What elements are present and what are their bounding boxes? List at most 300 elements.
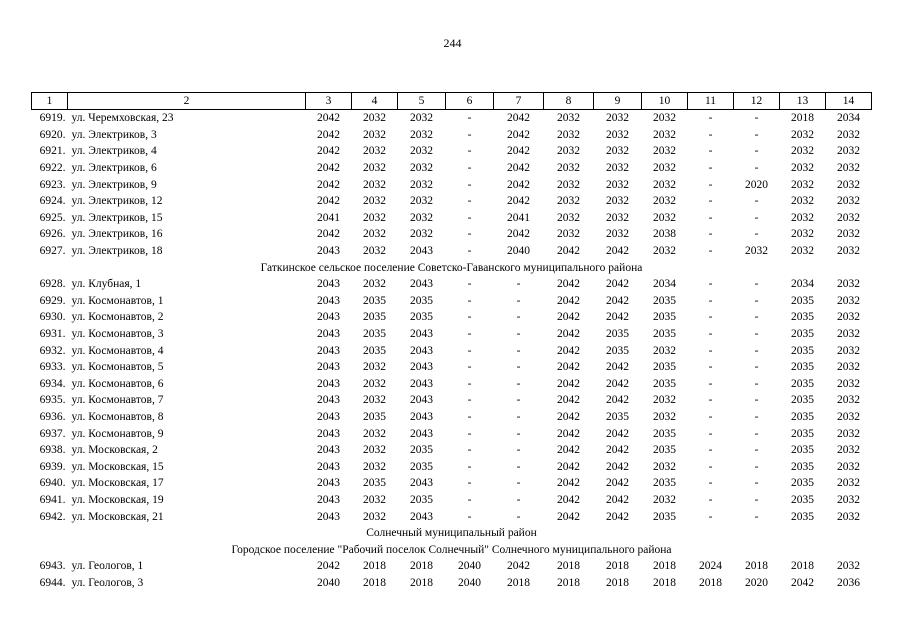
table-row <box>32 342 872 359</box>
year-cell: 2035 <box>653 328 676 341</box>
year-cell: - <box>754 211 759 224</box>
column-header: 13 <box>780 93 826 110</box>
year-cell: 2032 <box>837 510 860 523</box>
year-cell: - <box>516 510 521 523</box>
year-cell: 2043 <box>317 328 340 341</box>
year-cell: - <box>708 128 713 141</box>
year-cell: 2042 <box>606 361 629 374</box>
year-cell: 2034 <box>791 278 814 291</box>
year-cell: 2035 <box>606 344 629 357</box>
year-cell: 2032 <box>791 162 814 175</box>
table-row <box>32 143 872 160</box>
year-cell: 2032 <box>837 377 860 390</box>
year-cell: 2042 <box>317 178 340 191</box>
year-cell: 2035 <box>653 377 676 390</box>
year-cell: 2032 <box>363 394 386 407</box>
year-cell: 2032 <box>837 228 860 241</box>
year-cell: - <box>708 344 713 357</box>
year-cell: 2035 <box>791 394 814 407</box>
column-header: 12 <box>734 93 780 110</box>
table-row <box>32 492 872 509</box>
year-cell: - <box>708 211 713 224</box>
year-cell: 2042 <box>606 493 629 506</box>
year-cell: 2035 <box>606 410 629 423</box>
year-cell: 2042 <box>507 228 530 241</box>
year-cell: 2042 <box>606 444 629 457</box>
year-cell: 2018 <box>606 560 629 573</box>
address-cell: ул. Московская, 19 <box>71 493 164 506</box>
year-cell: 2018 <box>557 560 580 573</box>
year-cell: - <box>516 410 521 423</box>
year-cell: 2042 <box>606 427 629 440</box>
year-cell: 2043 <box>317 477 340 490</box>
year-cell: 2032 <box>410 228 433 241</box>
table-row <box>32 575 872 592</box>
header-row <box>32 93 872 110</box>
year-cell: 2032 <box>363 460 386 473</box>
year-cell: - <box>754 477 759 490</box>
year-cell: 2040 <box>458 560 481 573</box>
year-cell: 2042 <box>507 128 530 141</box>
year-cell: 2043 <box>317 427 340 440</box>
table-row <box>32 508 872 525</box>
table-row <box>32 376 872 393</box>
year-cell: 2032 <box>837 444 860 457</box>
year-cell: 2032 <box>653 211 676 224</box>
year-cell: 2032 <box>791 245 814 258</box>
year-cell: 2035 <box>606 328 629 341</box>
year-cell: 2032 <box>745 245 768 258</box>
year-cell: - <box>467 112 472 125</box>
address-cell: ул. Космонавтов, 3 <box>71 328 164 341</box>
address-cell: ул. Космонавтов, 2 <box>71 311 164 324</box>
year-cell: 2020 <box>745 576 768 589</box>
year-cell: 2032 <box>363 493 386 506</box>
year-cell: 2018 <box>653 560 676 573</box>
table-row <box>32 226 872 243</box>
year-cell: - <box>754 128 759 141</box>
table-row <box>32 276 872 293</box>
year-cell: 2041 <box>507 211 530 224</box>
year-cell: - <box>467 294 472 307</box>
year-cell: - <box>754 311 759 324</box>
year-cell: 2043 <box>410 477 433 490</box>
year-cell: - <box>467 211 472 224</box>
year-cell: 2043 <box>317 510 340 523</box>
year-cell: 2032 <box>363 162 386 175</box>
year-cell: - <box>708 394 713 407</box>
year-cell: 2043 <box>410 427 433 440</box>
year-cell: 2042 <box>317 112 340 125</box>
year-cell: 2018 <box>745 560 768 573</box>
year-cell: 2032 <box>653 128 676 141</box>
year-cell: 2018 <box>791 112 814 125</box>
year-cell: 2032 <box>363 145 386 158</box>
year-cell: 2032 <box>653 344 676 357</box>
address-cell: ул. Черемховская, 23 <box>71 112 174 125</box>
row-number: 6929. <box>39 294 66 307</box>
year-cell: - <box>467 460 472 473</box>
year-cell: - <box>708 460 713 473</box>
year-cell: 2042 <box>557 294 580 307</box>
row-number: 6927. <box>39 245 66 258</box>
year-cell: - <box>754 377 759 390</box>
year-cell: 2035 <box>791 410 814 423</box>
year-cell: 2034 <box>837 112 860 125</box>
year-cell: 2032 <box>837 145 860 158</box>
year-cell: 2032 <box>410 128 433 141</box>
year-cell: 2042 <box>317 560 340 573</box>
year-cell: 2035 <box>791 377 814 390</box>
year-cell: 2043 <box>317 361 340 374</box>
year-cell: - <box>754 328 759 341</box>
row-number: 6943. <box>39 560 66 573</box>
year-cell: 2042 <box>507 162 530 175</box>
year-cell: 2032 <box>410 178 433 191</box>
year-cell: 2032 <box>653 493 676 506</box>
year-cell: 2032 <box>837 560 860 573</box>
year-cell: 2035 <box>410 294 433 307</box>
table-row <box>32 409 872 426</box>
year-cell: 2042 <box>507 112 530 125</box>
year-cell: 2032 <box>557 162 580 175</box>
year-cell: - <box>708 162 713 175</box>
year-cell: 2035 <box>653 510 676 523</box>
year-cell: 2042 <box>557 427 580 440</box>
year-cell: 2042 <box>317 162 340 175</box>
year-cell: 2042 <box>606 377 629 390</box>
table-row <box>32 442 872 459</box>
year-cell: - <box>754 228 759 241</box>
year-cell: 2042 <box>606 510 629 523</box>
year-cell: 2040 <box>317 576 340 589</box>
year-cell: 2035 <box>791 477 814 490</box>
year-cell: 2032 <box>557 178 580 191</box>
year-cell: - <box>516 394 521 407</box>
year-cell: 2042 <box>557 245 580 258</box>
column-header: 5 <box>398 93 446 110</box>
year-cell: 2035 <box>410 493 433 506</box>
year-cell: - <box>708 112 713 125</box>
row-number: 6944. <box>39 576 66 589</box>
year-cell: 2043 <box>317 444 340 457</box>
year-cell: 2043 <box>410 394 433 407</box>
year-cell: 2042 <box>557 444 580 457</box>
year-cell: - <box>708 377 713 390</box>
year-cell: 2043 <box>317 294 340 307</box>
year-cell: 2018 <box>507 576 530 589</box>
year-cell: 2043 <box>317 377 340 390</box>
year-cell: 2032 <box>363 278 386 291</box>
year-cell: - <box>708 410 713 423</box>
year-cell: - <box>754 460 759 473</box>
year-cell: 2032 <box>410 195 433 208</box>
address-cell: ул. Космонавтов, 9 <box>71 427 164 440</box>
year-cell: 2043 <box>317 460 340 473</box>
year-cell: - <box>754 278 759 291</box>
year-cell: 2032 <box>837 493 860 506</box>
year-cell: 2032 <box>837 328 860 341</box>
table-row <box>32 475 872 492</box>
year-cell: 2032 <box>363 444 386 457</box>
year-cell: - <box>516 377 521 390</box>
year-cell: 2040 <box>507 245 530 258</box>
year-cell: 2032 <box>791 228 814 241</box>
year-cell: - <box>516 361 521 374</box>
year-cell: 2042 <box>557 394 580 407</box>
year-cell: 2032 <box>557 145 580 158</box>
row-number: 6926. <box>39 228 66 241</box>
year-cell: 2020 <box>745 178 768 191</box>
year-cell: 2035 <box>363 311 386 324</box>
year-cell: 2018 <box>410 560 433 573</box>
section-heading: Городское поселение "Рабочий поселок Солнечный" Солнечного муниципального района <box>231 543 672 556</box>
row-number: 6934. <box>39 377 66 390</box>
data-table <box>31 92 872 591</box>
row-number: 6936. <box>39 410 66 423</box>
year-cell: 2043 <box>317 394 340 407</box>
year-cell: 2035 <box>410 444 433 457</box>
year-cell: - <box>516 344 521 357</box>
year-cell: 2018 <box>363 576 386 589</box>
year-cell: - <box>708 328 713 341</box>
table-row <box>32 359 872 376</box>
year-cell: 2043 <box>410 328 433 341</box>
year-cell: - <box>754 112 759 125</box>
year-cell: 2043 <box>317 410 340 423</box>
year-cell: 2035 <box>791 328 814 341</box>
year-cell: 2042 <box>557 278 580 291</box>
year-cell: 2032 <box>606 112 629 125</box>
year-cell: 2032 <box>606 162 629 175</box>
row-number: 6933. <box>39 361 66 374</box>
year-cell: 2035 <box>791 510 814 523</box>
year-cell: 2032 <box>837 128 860 141</box>
year-cell: - <box>467 394 472 407</box>
year-cell: - <box>467 128 472 141</box>
year-cell: 2024 <box>699 560 722 573</box>
year-cell: 2042 <box>507 560 530 573</box>
row-number: 6942. <box>39 510 66 523</box>
year-cell: 2032 <box>653 162 676 175</box>
year-cell: - <box>467 162 472 175</box>
year-cell: 2035 <box>791 311 814 324</box>
row-number: 6938. <box>39 444 66 457</box>
year-cell: 2043 <box>317 311 340 324</box>
year-cell: 2032 <box>363 211 386 224</box>
year-cell: 2032 <box>653 178 676 191</box>
year-cell: 2035 <box>363 344 386 357</box>
year-cell: - <box>467 444 472 457</box>
year-cell: 2032 <box>606 128 629 141</box>
year-cell: - <box>516 278 521 291</box>
year-cell: - <box>516 311 521 324</box>
year-cell: 2043 <box>410 344 433 357</box>
address-cell: ул. Московская, 2 <box>71 444 158 457</box>
year-cell: - <box>708 245 713 258</box>
column-header: 3 <box>306 93 352 110</box>
year-cell: 2032 <box>363 128 386 141</box>
year-cell: 2043 <box>317 344 340 357</box>
section-heading-row <box>32 541 872 558</box>
address-cell: ул. Московская, 21 <box>71 510 164 523</box>
year-cell: 2032 <box>606 195 629 208</box>
year-cell: 2043 <box>410 361 433 374</box>
year-cell: 2032 <box>791 145 814 158</box>
year-cell: 2035 <box>363 328 386 341</box>
year-cell: 2018 <box>699 576 722 589</box>
year-cell: - <box>467 510 472 523</box>
year-cell: 2032 <box>363 427 386 440</box>
year-cell: - <box>754 394 759 407</box>
year-cell: 2032 <box>837 410 860 423</box>
year-cell: 2018 <box>606 576 629 589</box>
year-cell: - <box>467 427 472 440</box>
year-cell: 2038 <box>653 228 676 241</box>
address-cell: ул. Электриков, 3 <box>71 128 157 141</box>
section-heading-row <box>32 525 872 542</box>
year-cell: - <box>467 361 472 374</box>
year-cell: 2035 <box>653 311 676 324</box>
year-cell: 2035 <box>791 344 814 357</box>
year-cell: - <box>516 294 521 307</box>
year-cell: 2032 <box>363 510 386 523</box>
year-cell: 2032 <box>837 294 860 307</box>
table-row <box>32 110 872 127</box>
year-cell: - <box>708 510 713 523</box>
year-cell: 2043 <box>410 377 433 390</box>
year-cell: 2032 <box>363 112 386 125</box>
address-cell: ул. Клубная, 1 <box>71 278 142 291</box>
address-cell: ул. Московская, 15 <box>71 460 164 473</box>
table-row <box>32 392 872 409</box>
year-cell: 2032 <box>410 112 433 125</box>
year-cell: - <box>516 328 521 341</box>
year-cell: 2032 <box>837 211 860 224</box>
address-cell: ул. Космонавтов, 1 <box>71 294 164 307</box>
page-number: 244 <box>443 36 462 50</box>
year-cell: - <box>467 245 472 258</box>
address-cell: ул. Космонавтов, 5 <box>71 361 164 374</box>
year-cell: 2032 <box>837 344 860 357</box>
year-cell: 2041 <box>317 211 340 224</box>
year-cell: 2032 <box>363 178 386 191</box>
year-cell: 2018 <box>363 560 386 573</box>
year-cell: 2042 <box>606 460 629 473</box>
row-number: 6922. <box>39 162 66 175</box>
year-cell: 2032 <box>837 361 860 374</box>
row-number: 6940. <box>39 477 66 490</box>
row-number: 6939. <box>39 460 66 473</box>
year-cell: 2032 <box>791 195 814 208</box>
address-cell: ул. Электриков, 15 <box>71 211 163 224</box>
year-cell: - <box>754 410 759 423</box>
year-cell: 2032 <box>410 145 433 158</box>
year-cell: 2042 <box>317 128 340 141</box>
year-cell: - <box>467 228 472 241</box>
year-cell: 2042 <box>507 145 530 158</box>
year-cell: 2032 <box>606 228 629 241</box>
year-cell: - <box>467 377 472 390</box>
year-cell: 2042 <box>606 278 629 291</box>
year-cell: 2042 <box>606 394 629 407</box>
year-cell: - <box>754 361 759 374</box>
year-cell: 2043 <box>317 278 340 291</box>
section-heading-row <box>32 259 872 276</box>
table-row <box>32 127 872 144</box>
year-cell: - <box>467 178 472 191</box>
year-cell: 2032 <box>363 228 386 241</box>
year-cell: 2032 <box>363 361 386 374</box>
year-cell: - <box>516 460 521 473</box>
row-number: 6941. <box>39 493 66 506</box>
year-cell: - <box>708 178 713 191</box>
row-number: 6928. <box>39 278 66 291</box>
table-row <box>32 243 872 260</box>
year-cell: - <box>467 278 472 291</box>
year-cell: 2043 <box>410 410 433 423</box>
year-cell: 2032 <box>837 245 860 258</box>
year-cell: - <box>708 477 713 490</box>
year-cell: 2032 <box>837 195 860 208</box>
year-cell: 2035 <box>653 477 676 490</box>
year-cell: 2035 <box>363 477 386 490</box>
year-cell: - <box>516 477 521 490</box>
year-cell: - <box>754 510 759 523</box>
year-cell: 2018 <box>791 560 814 573</box>
year-cell: 2042 <box>557 510 580 523</box>
address-cell: ул. Геологов, 3 <box>71 576 144 589</box>
year-cell: 2042 <box>557 477 580 490</box>
year-cell: 2043 <box>317 245 340 258</box>
column-header: 10 <box>642 93 688 110</box>
address-cell: ул. Московская, 17 <box>71 477 164 490</box>
year-cell: 2042 <box>557 328 580 341</box>
year-cell: 2043 <box>317 493 340 506</box>
section-heading: Солнечный муниципальный район <box>366 527 537 540</box>
year-cell: 2032 <box>791 211 814 224</box>
year-cell: - <box>754 444 759 457</box>
year-cell: - <box>467 195 472 208</box>
year-cell: 2043 <box>410 245 433 258</box>
year-cell: 2018 <box>653 576 676 589</box>
year-cell: 2032 <box>653 112 676 125</box>
column-header: 14 <box>826 93 872 110</box>
table-row <box>32 160 872 177</box>
year-cell: 2035 <box>653 427 676 440</box>
year-cell: 2032 <box>557 228 580 241</box>
year-cell: 2043 <box>410 510 433 523</box>
address-cell: ул. Космонавтов, 7 <box>71 394 164 407</box>
year-cell: - <box>467 477 472 490</box>
year-cell: - <box>708 294 713 307</box>
year-cell: 2035 <box>791 444 814 457</box>
table-row <box>32 193 872 210</box>
year-cell: 2032 <box>791 178 814 191</box>
year-cell: 2032 <box>557 112 580 125</box>
year-cell: 2035 <box>791 294 814 307</box>
year-cell: 2035 <box>791 493 814 506</box>
column-header: 9 <box>594 93 642 110</box>
year-cell: 2035 <box>791 427 814 440</box>
year-cell: 2032 <box>653 195 676 208</box>
year-cell: - <box>467 410 472 423</box>
year-cell: 2042 <box>606 245 629 258</box>
address-cell: ул. Космонавтов, 8 <box>71 410 164 423</box>
year-cell: 2018 <box>557 576 580 589</box>
year-cell: - <box>708 361 713 374</box>
table-row <box>32 458 872 475</box>
